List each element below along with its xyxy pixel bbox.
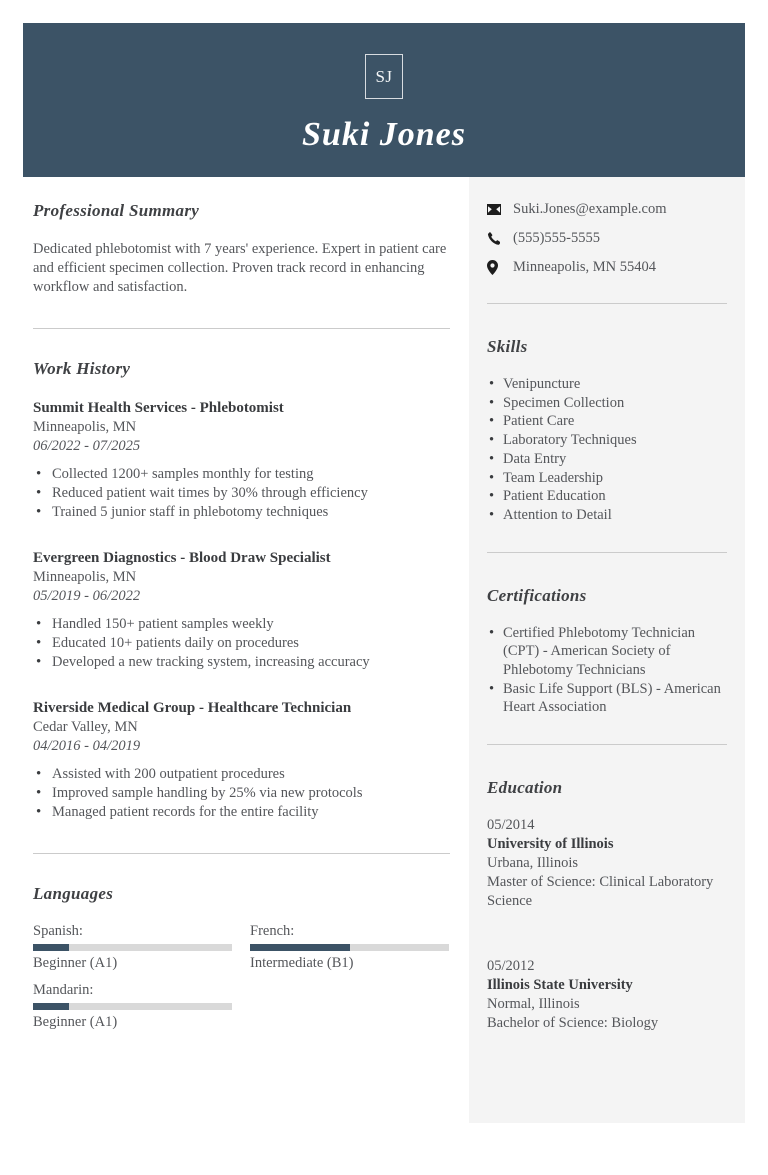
job-bullet: • Trained 5 junior staff in phlebotomy techniques bbox=[33, 503, 450, 522]
job-title: Summit Health Services - Phlebotomist bbox=[33, 400, 284, 416]
skills-heading: Skills bbox=[487, 337, 528, 356]
job-entry bbox=[33, 699, 450, 822]
job-bullet: • Educated 10+ patients daily on procedures bbox=[33, 634, 450, 653]
certification-item: • Basic Life Support (BLS) - American Heart Association bbox=[487, 680, 727, 717]
divider bbox=[33, 328, 450, 329]
contact-location-row bbox=[487, 259, 727, 276]
language-level: Beginner (A1) bbox=[33, 955, 118, 971]
skill-item: • Specimen Collection bbox=[487, 394, 727, 413]
education-degree: Bachelor of Science: Biology bbox=[487, 1015, 659, 1032]
skill-item: • Team Leadership bbox=[487, 469, 727, 488]
summary-text: Dedicated phlebotomist with 7 years' experience. Expert in patient care and efficient specimen collection. Proven track record in enhancing workflow and satisfaction. bbox=[33, 241, 447, 295]
candidate-name: Suki Jones bbox=[302, 116, 466, 153]
language-progress-fill bbox=[33, 1003, 69, 1010]
language-progress-bar bbox=[250, 944, 449, 951]
job-bullet: • Reduced patient wait times by 30% through efficiency bbox=[33, 484, 450, 503]
job-dates: 04/2016 - 04/2019 bbox=[33, 738, 141, 754]
education-degree: Master of Science: Clinical Laboratory Science bbox=[487, 874, 714, 910]
job-bullet: • Improved sample handling by 25% via new protocols bbox=[33, 784, 450, 803]
contact-email: Suki.Jones@example.com bbox=[513, 201, 667, 217]
skills-list bbox=[487, 375, 727, 525]
summary-heading: Professional Summary bbox=[33, 201, 200, 220]
job-title: Riverside Medical Group - Healthcare Technician bbox=[33, 700, 352, 716]
skill-item: • Patient Care bbox=[487, 412, 727, 431]
job-location: Minneapolis, MN bbox=[33, 569, 137, 585]
education-heading: Education bbox=[487, 778, 563, 798]
job-title: Evergreen Diagnostics - Blood Draw Specialist bbox=[33, 550, 331, 566]
skill-item: • Data Entry bbox=[487, 450, 727, 469]
divider bbox=[487, 552, 727, 553]
language-progress-bar bbox=[33, 1003, 232, 1010]
job-dates: 05/2019 - 06/2022 bbox=[33, 588, 141, 604]
sidebar-column bbox=[469, 177, 745, 1123]
job-bullet: • Developed a new tracking system, increasing accuracy bbox=[33, 653, 450, 672]
resume-page bbox=[0, 23, 768, 1175]
phone-icon bbox=[487, 232, 501, 246]
certifications-heading: Certifications bbox=[487, 585, 587, 605]
education-entry bbox=[487, 816, 727, 911]
contact-email-row bbox=[487, 201, 727, 218]
contact-phone: (555)555-5555 bbox=[513, 230, 600, 246]
job-bullet: • Assisted with 200 outpatient procedures bbox=[33, 765, 450, 784]
email-icon bbox=[487, 203, 501, 217]
education-location: Urbana, Illinois bbox=[487, 855, 579, 872]
languages-grid bbox=[33, 922, 450, 1031]
divider bbox=[487, 744, 727, 745]
education-school: Illinois State University bbox=[487, 977, 633, 994]
contact-location: Minneapolis, MN 55404 bbox=[513, 259, 656, 275]
job-bullet-list bbox=[33, 615, 450, 672]
job-bullet: • Managed patient records for the entire facility bbox=[33, 803, 450, 822]
education-date: 05/2012 bbox=[487, 958, 535, 975]
content-columns bbox=[23, 177, 745, 1123]
skill-item: • Venipuncture bbox=[487, 375, 727, 394]
job-bullet: • Handled 150+ patient samples weekly bbox=[33, 615, 450, 634]
language-progress-fill bbox=[33, 944, 69, 951]
language-item bbox=[33, 981, 232, 1031]
job-dates: 06/2022 - 07/2025 bbox=[33, 438, 141, 454]
education-date: 05/2014 bbox=[487, 817, 535, 834]
job-entry bbox=[33, 399, 450, 522]
language-name: Mandarin: bbox=[33, 982, 94, 998]
languages-heading: Languages bbox=[33, 884, 114, 903]
language-level: Intermediate (B1) bbox=[250, 955, 354, 971]
language-name: Spanish: bbox=[33, 923, 83, 939]
education-entry bbox=[487, 957, 727, 1033]
language-progress-fill bbox=[250, 944, 350, 951]
language-level: Beginner (A1) bbox=[33, 1014, 118, 1030]
language-name: French: bbox=[250, 923, 295, 939]
job-bullet-list bbox=[33, 765, 450, 822]
education-school: University of Illinois bbox=[487, 836, 614, 853]
job-bullet-list bbox=[33, 465, 450, 522]
work-history-heading: Work History bbox=[33, 359, 131, 378]
certifications-list bbox=[487, 624, 727, 718]
header-banner bbox=[23, 23, 745, 177]
skill-item: • Patient Education bbox=[487, 487, 727, 506]
education-location: Normal, Illinois bbox=[487, 996, 580, 1013]
divider bbox=[487, 303, 727, 304]
job-location: Minneapolis, MN bbox=[33, 419, 137, 435]
main-column bbox=[23, 177, 469, 1123]
monogram-badge bbox=[365, 54, 403, 99]
job-bullet: • Collected 1200+ samples monthly for testing bbox=[33, 465, 450, 484]
skill-item: • Laboratory Techniques bbox=[487, 431, 727, 450]
job-entry bbox=[33, 549, 450, 672]
job-location: Cedar Valley, MN bbox=[33, 719, 138, 735]
certification-item: • Certified Phlebotomy Technician (CPT) - American Society of Phlebotomy Technicians bbox=[487, 624, 727, 680]
language-item bbox=[33, 922, 232, 972]
location-pin-icon bbox=[487, 261, 501, 275]
skill-item: • Attention to Detail bbox=[487, 506, 727, 525]
monogram-initials: SJ bbox=[375, 66, 393, 86]
language-item bbox=[250, 922, 449, 972]
contact-phone-row bbox=[487, 230, 727, 247]
divider bbox=[33, 853, 450, 854]
language-progress-bar bbox=[33, 944, 232, 951]
